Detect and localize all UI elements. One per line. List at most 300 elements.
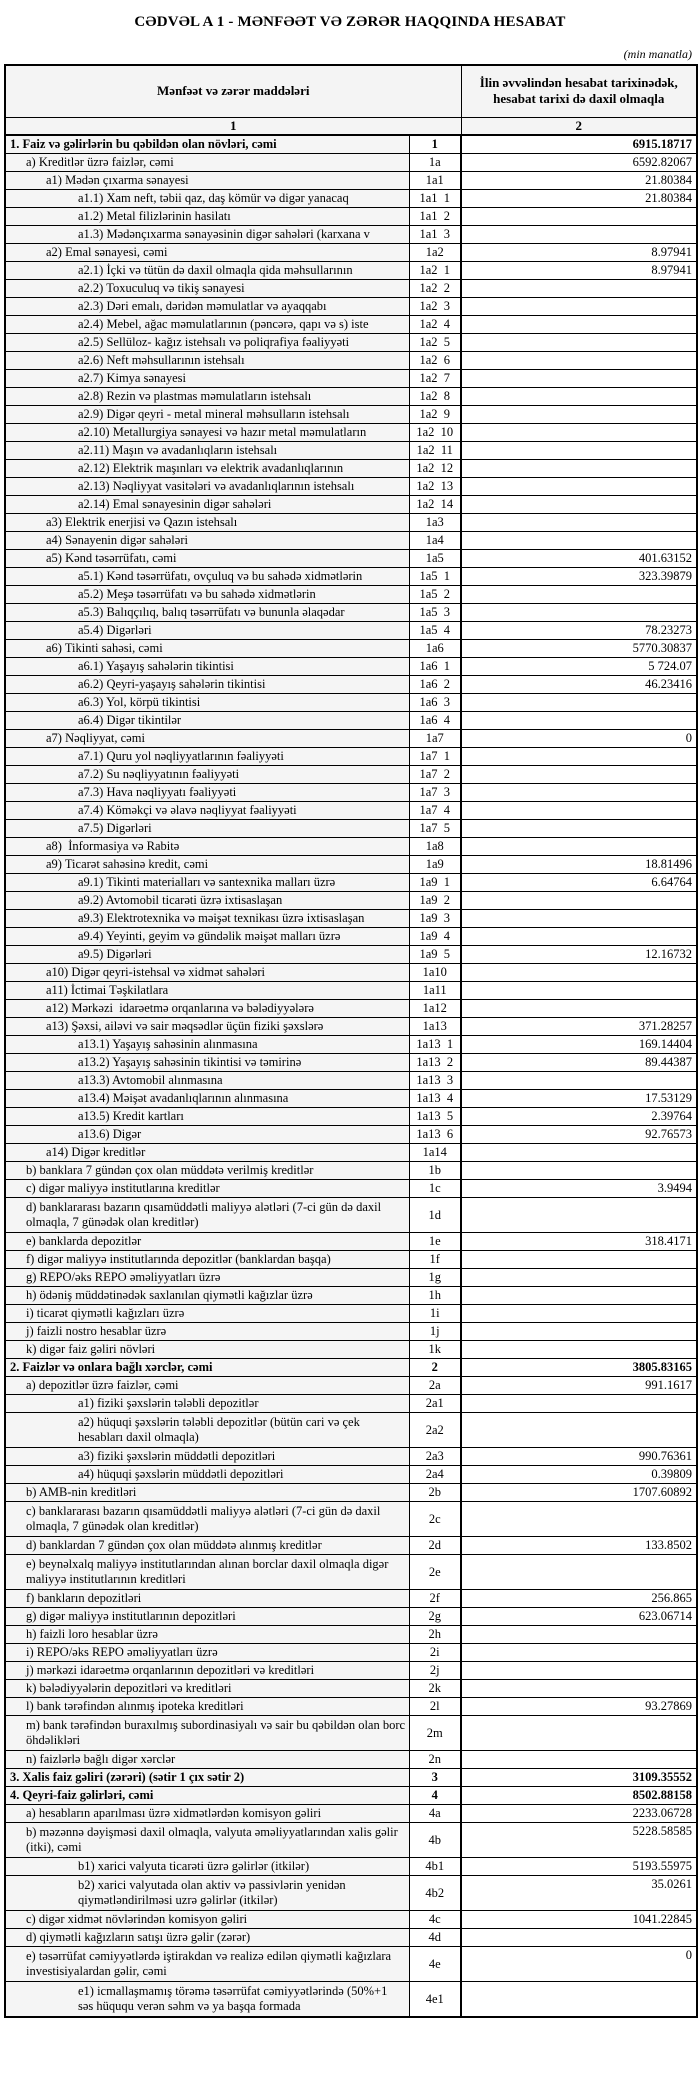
row-label: a5.3) Balıqçılıq, balıq təsərrüfatı və bununla əlaqədar [5, 604, 409, 622]
row-label: a2) Emal sənayesi, cəmi [5, 244, 409, 262]
table-row [5, 370, 697, 388]
table-row [5, 820, 697, 838]
table-row [5, 478, 697, 496]
table-row [5, 1662, 697, 1680]
row-code: 1a6 1 [409, 658, 461, 676]
row-label: a8) İnformasiya və Rabitə [5, 838, 409, 856]
row-label: b2) xarici valyutada olan aktiv və passivlərin yenidən qiymətləndirilməsi uzrə gəlirlər (itkilər) [5, 1876, 409, 1911]
row-label: b1) xarici valyuta ticarəti üzrə gəlirlər (itkilər) [5, 1858, 409, 1876]
row-value: 991.1617 [461, 1377, 697, 1395]
row-value: 21.80384 [461, 190, 697, 208]
row-value: 89.44387 [461, 1054, 697, 1072]
row-code: 2j [409, 1662, 461, 1680]
row-code: 1k [409, 1341, 461, 1359]
row-label: a9.3) Elektrotexnika və məişət texnikası üzrə ixtisaslaşan [5, 910, 409, 928]
unit-note: (min manatla) [623, 47, 692, 61]
table-row [5, 316, 697, 334]
row-value [461, 406, 697, 424]
row-label: a7.1) Quru yol nəqliyyatlarının fəaliyyəti [5, 748, 409, 766]
table-row [5, 1377, 697, 1395]
row-label: 3. Xalis faiz gəliri (zərəri) (sətir 1 çıx sətir 2) [5, 1769, 409, 1787]
row-code: 1a11 [409, 982, 461, 1000]
table-row [5, 135, 697, 154]
row-label: b) məzənnə dəyişməsi daxil olmaqla, valyuta əməliyyatlarından xalis gəlir (itki), cəmi [5, 1823, 409, 1858]
row-value: 6592.82067 [461, 154, 697, 172]
table-row [5, 1751, 697, 1769]
row-code: 1a13 6 [409, 1126, 461, 1144]
row-value [461, 298, 697, 316]
table-row [5, 1466, 697, 1484]
table-row [5, 280, 697, 298]
column-number-row [5, 117, 697, 135]
table-row [5, 1233, 697, 1251]
row-value: 0.39809 [461, 1466, 697, 1484]
row-value [461, 964, 697, 982]
row-code: 2l [409, 1698, 461, 1716]
table-row [5, 1000, 697, 1018]
row-code: 1a2 13 [409, 478, 461, 496]
row-value [461, 370, 697, 388]
row-label: g) digər maliyyə institutlarının depozitləri [5, 1608, 409, 1626]
table-row [5, 622, 697, 640]
header-items-label: Mənfəət və zərər maddələri [5, 65, 461, 117]
row-value [461, 388, 697, 406]
row-code: 2i [409, 1644, 461, 1662]
row-code: 1a12 [409, 1000, 461, 1018]
table-row [5, 514, 697, 532]
table-row [5, 1911, 697, 1929]
row-value [461, 1269, 697, 1287]
row-value [461, 316, 697, 334]
row-code: 1a8 [409, 838, 461, 856]
table-row [5, 1413, 697, 1448]
row-label: e) beynəlxalq maliyyə institutlarından alınan borclar daxil olmaqla digər maliyyə institutlarının kreditləri [5, 1555, 409, 1590]
row-code: 1a5 2 [409, 586, 461, 604]
row-value [461, 352, 697, 370]
row-label: a13.5) Kredit kartları [5, 1108, 409, 1126]
row-code: 4d [409, 1929, 461, 1947]
table-row [5, 658, 697, 676]
row-value [461, 208, 697, 226]
row-value [461, 910, 697, 928]
row-code: 1a9 2 [409, 892, 461, 910]
row-value [461, 1982, 697, 2018]
table-row [5, 1555, 697, 1590]
row-value [461, 748, 697, 766]
row-code: 4b2 [409, 1876, 461, 1911]
row-label: 2. Faizlər və onlara bağlı xərclər, cəmi [5, 1359, 409, 1377]
table-row [5, 406, 697, 424]
column-number-2: 2 [461, 117, 697, 135]
row-label: n) faizlərlə bağlı digər xərclər [5, 1751, 409, 1769]
table-row [5, 1269, 697, 1287]
row-value: 8.97941 [461, 262, 697, 280]
row-value: 623.06714 [461, 1608, 697, 1626]
row-value [461, 892, 697, 910]
row-value: 0 [461, 1947, 697, 1982]
table-row [5, 352, 697, 370]
row-code: 1a1 1 [409, 190, 461, 208]
table-row [5, 190, 697, 208]
table-row [5, 1323, 697, 1341]
row-label: a2.4) Mebel, ağac məmulatlarının (pəncərə, qapı və s) iste [5, 316, 409, 334]
table-row [5, 1448, 697, 1466]
row-code: 1 [409, 135, 461, 154]
row-code: 4b1 [409, 1858, 461, 1876]
row-value: 1707.60892 [461, 1484, 697, 1502]
row-value: 5 724.07 [461, 658, 697, 676]
table-row [5, 262, 697, 280]
table-row [5, 874, 697, 892]
row-label: a2.11) Maşın və avadanlıqların istehsalı [5, 442, 409, 460]
table-row [5, 532, 697, 550]
row-value: 0 [461, 730, 697, 748]
table-row [5, 442, 697, 460]
row-code: 1a6 4 [409, 712, 461, 730]
row-code: 2a [409, 1377, 461, 1395]
row-label: d) banklararası bazarın qısamüddətli maliyyə alətləri (7-ci gün də daxil olmaqla, 7 günədək olan kreditlər) [5, 1198, 409, 1233]
table-row [5, 910, 697, 928]
row-value [461, 1751, 697, 1769]
row-label: a) depozitlər üzrə faizlər, cəmi [5, 1377, 409, 1395]
table-row [5, 982, 697, 1000]
row-label: f) bankların depozitləri [5, 1590, 409, 1608]
row-label: i) ticarət qiymətli kağızları üzrə [5, 1305, 409, 1323]
row-label: a2.1) İçki və tütün də daxil olmaqla qida məhsullarının [5, 262, 409, 280]
row-label: l) bank tərəfindən alınmış ipoteka kreditləri [5, 1698, 409, 1716]
row-label: a13.4) Məişət avadanlıqlarının alınmasına [5, 1090, 409, 1108]
row-value: 3805.83165 [461, 1359, 697, 1377]
row-label: c) digər maliyyə institutlarına kreditlər [5, 1180, 409, 1198]
row-label: a2.10) Metallurgiya sənayesi və hazır metal məmulatların [5, 424, 409, 442]
row-value: 8502.88158 [461, 1787, 697, 1805]
table-row [5, 1929, 697, 1947]
table-row [5, 226, 697, 244]
table-row [5, 244, 697, 262]
row-value [461, 838, 697, 856]
row-label: a2.3) Dəri emalı, dəridən məmulatlar və ayaqqabı [5, 298, 409, 316]
row-label: a7.3) Hava nəqliyyatı fəaliyyəti [5, 784, 409, 802]
row-label: 1. Faiz və gəlirlərin bu qəbildən olan növləri, cəmi [5, 135, 409, 154]
row-value [461, 1716, 697, 1751]
row-code: 1b [409, 1162, 461, 1180]
row-value: 318.4171 [461, 1233, 697, 1251]
row-value: 5770.30837 [461, 640, 697, 658]
table-row [5, 802, 697, 820]
row-label: a13.2) Yaşayış sahəsinin tikintisi və təmirinə [5, 1054, 409, 1072]
row-label: f) digər maliyyə institutlarında depozitlər (banklardan başqa) [5, 1251, 409, 1269]
row-label: a6.3) Yol, körpü tikintisi [5, 694, 409, 712]
row-value: 2.39764 [461, 1108, 697, 1126]
table-row [5, 1805, 697, 1823]
table-row [5, 604, 697, 622]
row-label: 4. Qeyri-faiz gəlirləri, cəmi [5, 1787, 409, 1805]
row-value [461, 1072, 697, 1090]
row-value [461, 1287, 697, 1305]
table-row [5, 1876, 697, 1911]
row-code: 1a9 1 [409, 874, 461, 892]
row-value [461, 514, 697, 532]
table-row [5, 1162, 697, 1180]
row-value [461, 1251, 697, 1269]
table-row [5, 1982, 697, 2018]
table-row [5, 1716, 697, 1751]
row-value [461, 1162, 697, 1180]
row-code: 1a2 11 [409, 442, 461, 460]
row-code: 1a14 [409, 1144, 461, 1162]
row-value: 5228.58585 [461, 1823, 697, 1858]
row-label: a14) Digər kreditlər [5, 1144, 409, 1162]
row-code: 1a2 8 [409, 388, 461, 406]
table-row [5, 1251, 697, 1269]
row-value [461, 1644, 697, 1662]
row-code: 2g [409, 1608, 461, 1626]
row-code: 1a2 3 [409, 298, 461, 316]
header-period-label: İlin əvvəlindən hesabat tarixinədək, hesabat tarixi də daxil olmaqla [461, 65, 697, 117]
row-label: a9.4) Yeyinti, geyim və gündəlik məişət malları üzrə [5, 928, 409, 946]
row-value [461, 280, 697, 298]
table-row [5, 1644, 697, 1662]
table-row [5, 1305, 697, 1323]
row-value [461, 1413, 697, 1448]
row-code: 1a1 3 [409, 226, 461, 244]
row-value: 18.81496 [461, 856, 697, 874]
table-row [5, 334, 697, 352]
row-label: e) təsərrüfat cəmiyyətlərdə iştirakdan və realizə edilən qiymətli kağızlara investisiyalardan gəlir, cəmi [5, 1947, 409, 1982]
row-value: 256.865 [461, 1590, 697, 1608]
table-row [5, 1590, 697, 1608]
table-row [5, 1144, 697, 1162]
row-code: 1a9 5 [409, 946, 461, 964]
row-value [461, 604, 697, 622]
row-label: a5.2) Meşə təsərrüfatı və bu sahədə xidmətlərin [5, 586, 409, 604]
row-code: 1i [409, 1305, 461, 1323]
row-label: a2.5) Sellüloz- kağız istehsalı və poliqrafiya fəaliyyəti [5, 334, 409, 352]
row-label: a7.5) Digərləri [5, 820, 409, 838]
table-row [5, 892, 697, 910]
row-value [461, 532, 697, 550]
row-value [461, 1395, 697, 1413]
table-row [5, 1090, 697, 1108]
row-label: a9.1) Tikinti materialları və santexnika malları üzrə [5, 874, 409, 892]
row-code: 3 [409, 1769, 461, 1787]
row-code: 2c [409, 1502, 461, 1537]
table-row [5, 424, 697, 442]
row-label: e1) icmallaşmamış törəmə təsərrüfat cəmiyyətlərində (50%+1 səs hüququ verən səhm və ya başqa formada [5, 1982, 409, 2018]
row-label: a4) Sənayenin digər sahələri [5, 532, 409, 550]
table-row [5, 1108, 697, 1126]
row-value [461, 928, 697, 946]
row-value: 12.16732 [461, 946, 697, 964]
table-row [5, 1769, 697, 1787]
table-row [5, 748, 697, 766]
row-label: a2.13) Nəqliyyat vasitələri və avadanlıqlarının istehsalı [5, 478, 409, 496]
row-label: a9.2) Avtomobil ticarəti üzrə ixtisaslaşan [5, 892, 409, 910]
table-row [5, 1126, 697, 1144]
row-value: 93.27869 [461, 1698, 697, 1716]
table-row [5, 1036, 697, 1054]
table-row [5, 1359, 697, 1377]
row-code: 1a13 [409, 1018, 461, 1036]
table-row [5, 946, 697, 964]
row-value [461, 460, 697, 478]
table-row [5, 154, 697, 172]
row-label: c) banklararası bazarın qısamüddətli maliyyə alətləri (7-ci gün də daxil olmaqla, 7 günədək olan kreditlər) [5, 1502, 409, 1537]
table-row [5, 838, 697, 856]
table-row [5, 1395, 697, 1413]
row-code: 1a7 1 [409, 748, 461, 766]
row-value: 169.14404 [461, 1036, 697, 1054]
row-code: 1a5 [409, 550, 461, 568]
row-value [461, 712, 697, 730]
table-row [5, 1537, 697, 1555]
table-row [5, 694, 697, 712]
row-value [461, 694, 697, 712]
row-value [461, 1000, 697, 1018]
row-value: 990.76361 [461, 1448, 697, 1466]
row-code: 1a7 5 [409, 820, 461, 838]
row-code: 1g [409, 1269, 461, 1287]
page-title: CƏDVƏL A 1 - MƏNFƏƏT VƏ ZƏRƏR HAQQINDA HESABAT [134, 14, 566, 30]
row-label: a7.2) Su nəqliyyatının fəaliyyəti [5, 766, 409, 784]
row-value: 3.9494 [461, 1180, 697, 1198]
row-label: a6) Tikinti sahəsi, cəmi [5, 640, 409, 658]
row-label: a13.3) Avtomobil alınmasına [5, 1072, 409, 1090]
row-value [461, 802, 697, 820]
row-label: a1) Mədən çıxarma sənayesi [5, 172, 409, 190]
row-code: 1a2 14 [409, 496, 461, 514]
table-row [5, 1698, 697, 1716]
row-value [461, 586, 697, 604]
row-code: 2a2 [409, 1413, 461, 1448]
row-label: a13) Şəxsi, ailəvi və sair məqsədlər üçün fiziki şəxslərə [5, 1018, 409, 1036]
row-label: g) REPO/əks REPO əməliyyatları üzrə [5, 1269, 409, 1287]
row-code: 4b [409, 1823, 461, 1858]
row-value [461, 424, 697, 442]
row-code: 1a13 1 [409, 1036, 461, 1054]
row-value: 92.76573 [461, 1126, 697, 1144]
row-code: 1a [409, 154, 461, 172]
table-row [5, 1823, 697, 1858]
table-row [5, 388, 697, 406]
table-row [5, 1947, 697, 1982]
table-row [5, 1626, 697, 1644]
row-value [461, 496, 697, 514]
row-value: 78.23273 [461, 622, 697, 640]
row-label: d) banklardan 7 gündən çox olan müddətə alınmış kreditlər [5, 1537, 409, 1555]
row-label: a5.4) Digərləri [5, 622, 409, 640]
row-value [461, 1502, 697, 1537]
row-label: a1.3) Mədənçıxarma sənayəsinin digər sahələri (karxana v [5, 226, 409, 244]
row-value: 35.0261 [461, 1876, 697, 1911]
row-value: 8.97941 [461, 244, 697, 262]
row-value: 5193.55975 [461, 1858, 697, 1876]
row-code: 1a2 10 [409, 424, 461, 442]
row-value: 17.53129 [461, 1090, 697, 1108]
row-code: 2h [409, 1626, 461, 1644]
row-label: a2.9) Digər qeyri - metal mineral məhsulların istehsalı [5, 406, 409, 424]
table-row [5, 1787, 697, 1805]
row-label: c) digər xidmət növlərindən komisyon gəliri [5, 1911, 409, 1929]
row-label: a2.7) Kimya sənayesi [5, 370, 409, 388]
row-code: 1a3 [409, 514, 461, 532]
table-row [5, 1180, 697, 1198]
row-value: 323.39879 [461, 568, 697, 586]
row-label: a6.2) Qeyri-yaşayış sahələrin tikintisi [5, 676, 409, 694]
row-value [461, 442, 697, 460]
row-label: a2.6) Neft məhsullarının istehsalı [5, 352, 409, 370]
row-code: 2a1 [409, 1395, 461, 1413]
row-code: 1a13 2 [409, 1054, 461, 1072]
table-row [5, 730, 697, 748]
row-label: a) hesabların aparılması üzrə xidmətlərdən komisyon gəliri [5, 1805, 409, 1823]
row-value [461, 766, 697, 784]
row-code: 1a2 12 [409, 460, 461, 478]
row-code: 1h [409, 1287, 461, 1305]
row-value [461, 1555, 697, 1590]
row-label: a9) Ticarət sahəsinə kredit, cəmi [5, 856, 409, 874]
row-label: a1) fiziki şəxslərin tələbli depozitlər [5, 1395, 409, 1413]
row-code: 1a5 4 [409, 622, 461, 640]
row-code: 1f [409, 1251, 461, 1269]
row-code: 2f [409, 1590, 461, 1608]
report-table-body [5, 135, 697, 2017]
table-row [5, 928, 697, 946]
row-code: 4 [409, 1787, 461, 1805]
row-code: 1a2 5 [409, 334, 461, 352]
row-code: 2n [409, 1751, 461, 1769]
row-value [461, 1626, 697, 1644]
row-code: 1a2 2 [409, 280, 461, 298]
row-code: 1a7 [409, 730, 461, 748]
row-value: 3109.35552 [461, 1769, 697, 1787]
row-label: k) bələdiyyələrin depozitləri və kreditləri [5, 1680, 409, 1698]
column-number-1: 1 [5, 117, 461, 135]
row-code: 4e [409, 1947, 461, 1982]
row-code: 1a1 2 [409, 208, 461, 226]
table-row [5, 1341, 697, 1359]
table-row [5, 1018, 697, 1036]
row-label: a6.1) Yaşayış sahələrin tikintisi [5, 658, 409, 676]
row-label: d) qiymətli kağızların satışı üzrə gəlir (zərər) [5, 1929, 409, 1947]
table-row [5, 1502, 697, 1537]
table-row [5, 712, 697, 730]
table-row [5, 1858, 697, 1876]
row-label: i) REPO/əks REPO əməliyyatları üzrə [5, 1644, 409, 1662]
row-code: 1a2 9 [409, 406, 461, 424]
row-code: 1a13 4 [409, 1090, 461, 1108]
row-value [461, 820, 697, 838]
row-value [461, 1305, 697, 1323]
row-code: 1a9 4 [409, 928, 461, 946]
row-code: 1a5 1 [409, 568, 461, 586]
row-label: a7.4) Köməkçi və əlavə nəqliyyat fəaliyyəti [5, 802, 409, 820]
row-value [461, 478, 697, 496]
row-value: 133.8502 [461, 1537, 697, 1555]
row-code: 4e1 [409, 1982, 461, 2018]
table-row [5, 1608, 697, 1626]
row-value [461, 1662, 697, 1680]
row-value [461, 982, 697, 1000]
row-label: a2.14) Emal sənayesinin digər sahələri [5, 496, 409, 514]
table-row [5, 784, 697, 802]
row-label: a2.2) Toxuculuq və tikiş sənayesi [5, 280, 409, 298]
row-label: k) digər faiz gəliri növləri [5, 1341, 409, 1359]
row-value: 21.80384 [461, 172, 697, 190]
row-code: 2d [409, 1537, 461, 1555]
row-code: 1a9 3 [409, 910, 461, 928]
row-label: a3) Elektrik enerjisi və Qazın istehsalı [5, 514, 409, 532]
